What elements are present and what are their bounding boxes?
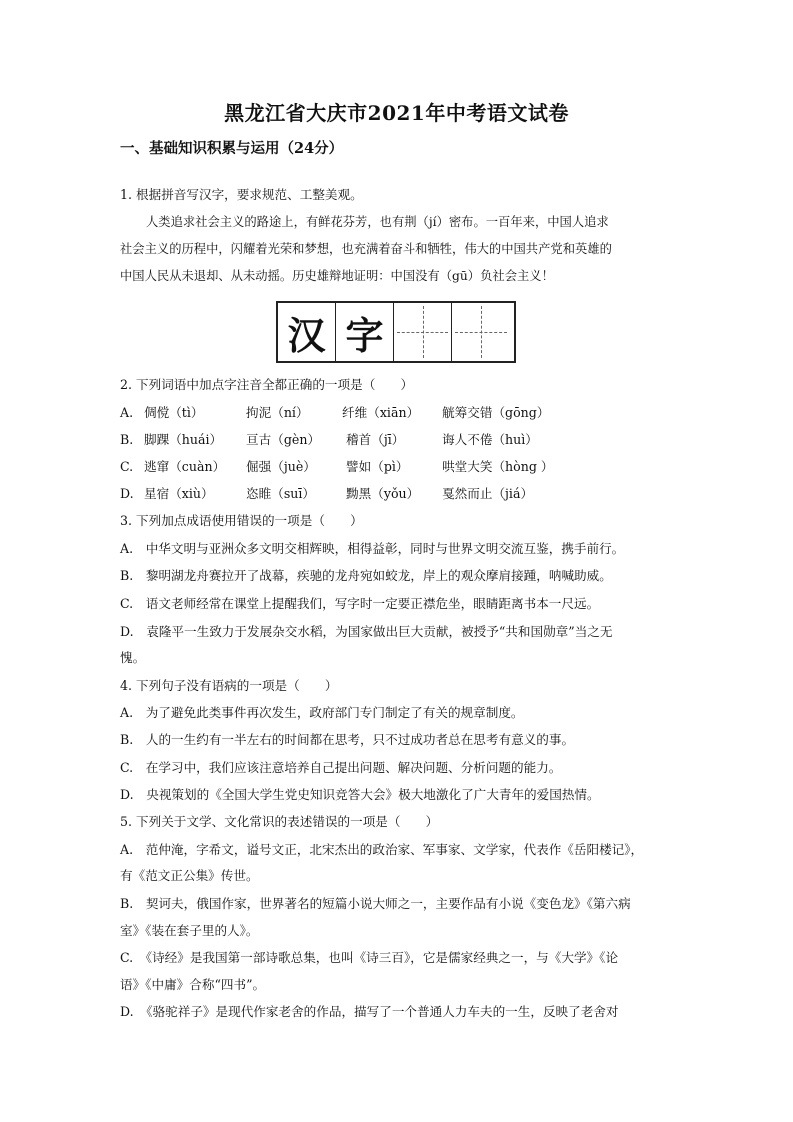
q3-option-c: C. 语文老师经常在课堂上提醒我们，写字时一定要正襟危坐，眼睛距离书本一尺远。 (120, 596, 600, 611)
option-word: 恣睢（suī） (246, 486, 316, 501)
q4-option-d: D. 央视策划的《全国大学生党史知识竞答大会》极大地激化了广大青年的爱国热情。 (120, 787, 600, 802)
q3-option-d: D. 袁隆平一生致力于发展杂交水稻，为国家做出巨大贡献，被授予“共和国勋章”当之无 (120, 624, 613, 639)
q2-option-c (120, 459, 554, 475)
q2-option-d (120, 486, 533, 502)
q5-stem: 5. 下列关于文学、文化常识的表述错误的一项是（ ） (120, 814, 439, 829)
q1-passage-line-2: 社会主义的历程中，闪耀着光荣和梦想，也充满着奋斗和牺牲，伟大的中国共产党和英雄的 (120, 242, 612, 256)
q5-option-b-cont: 室》《装在套子里的人》。 (120, 923, 259, 938)
grid-char: 汉 (287, 312, 326, 358)
option-word: 逃窜（cuàn） (144, 459, 226, 474)
option-word: 觥筹交错（gōng） (442, 405, 550, 420)
q1-passage-line-3: 中国人民从未退却、从未动摇。历史雄辩地证明：中国没有（gū）负社会主义！ (120, 269, 554, 283)
q4-option-c: C. 在学习中，我们应该注意培养自己提出问题、解决问题、分析问题的能力。 (120, 760, 562, 775)
q5-option-a: A. 范仲淹，字希文，谥号文正，北宋杰出的政治家、军事家、文学家，代表作《岳阳楼记》， (120, 842, 644, 857)
q1-passage-line-1: 人类追求社会主义的路途上，有鲜花芬芳，也有荆（jí）密布。一百年来，中国人追求 (146, 215, 609, 229)
option-word: 亘古（gèn） (246, 432, 321, 447)
q5-option-d: D. 《骆驼祥子》是现代作家老舍的作品，描写了一个普通人力车夫的一生，反映了老舍对 (120, 1004, 619, 1019)
q5-option-c: C. 《诗经》是我国第一部诗歌总集，也叫《诗三百》，它是儒家经典之一，与《大学》《论 (120, 950, 619, 965)
grid-cell-empty[interactable] (394, 303, 452, 361)
q5-option-c-cont: 语》《中庸》合称“四书”。 (120, 977, 266, 992)
page-title: 黑龙江省大庆市2021年中考语文试卷 (224, 101, 569, 125)
grid-cell (336, 303, 394, 361)
option-word: 倔强（juè） (246, 459, 316, 474)
q3-option-b: B. 黎明湖龙舟赛拉开了战幕，疾驰的龙舟宛如蛟龙，岸上的观众摩肩接踵，呐喊助威。 (120, 568, 612, 583)
grid-cell (278, 303, 336, 361)
writing-grid (276, 301, 516, 363)
q5-option-b: B. 契诃夫，俄国作家，世界著名的短篇小说大师之一，主要作品有小说《变色龙》《第六病 (120, 896, 631, 911)
option-word: 纤维（xiān） (342, 405, 420, 420)
q4-option-a: A. 为了避免此类事件再次发生，政府部门专门制定了有关的规章制度。 (120, 705, 524, 720)
option-word: 拘泥（ní） (246, 405, 309, 420)
q3-option-a: A. 中华文明与亚洲众多文明交相辉映，相得益彰，同时与世界文明交流互鉴，携手前行。 (120, 541, 625, 556)
q2-option-b (120, 432, 538, 448)
q3-option-d-cont: 愧。 (120, 650, 146, 665)
q2-stem: 2. 下列词语中加点字注音全都正确的一项是（ ） (120, 377, 414, 392)
option-label: D. (120, 486, 134, 501)
q5-option-a-cont: 有《范文正公集》传世。 (120, 868, 259, 883)
option-label: A. (120, 405, 134, 420)
option-label: B. (120, 432, 134, 447)
option-word: 譬如（pì） (346, 459, 409, 474)
option-word: 戛然而止（jiá） (442, 486, 534, 501)
q4-stem: 4. 下列句子没有语病的一项是（ ） (120, 678, 338, 693)
option-word: 星宿（xiù） (144, 486, 214, 501)
option-word: 黝黑（yǒu） (346, 486, 420, 501)
option-label: C. (120, 459, 134, 474)
grid-char: 字 (345, 312, 384, 358)
section-heading: 一、基础知识积累与运用（24分） (120, 140, 344, 157)
grid-cell-empty[interactable] (452, 303, 510, 361)
option-word: 哄堂大笑（hòng ） (442, 459, 554, 474)
option-word: 倜傥（tì） (144, 405, 204, 420)
option-word: 诲人不倦（huì） (442, 432, 538, 447)
q1-stem: 1. 根据拼音写汉字，要求规范、工整美观。 (120, 187, 363, 202)
q4-option-b: B. 人的一生约有一半左右的时间都在思考，只不过成功者总在思考有意义的事。 (120, 732, 575, 747)
q2-option-a (120, 405, 549, 421)
q3-stem: 3. 下列加点成语使用错误的一项是（ ） (120, 513, 363, 528)
option-word: 脚踝（huái） (144, 432, 223, 447)
option-word: 稽首（jī） (346, 432, 405, 447)
